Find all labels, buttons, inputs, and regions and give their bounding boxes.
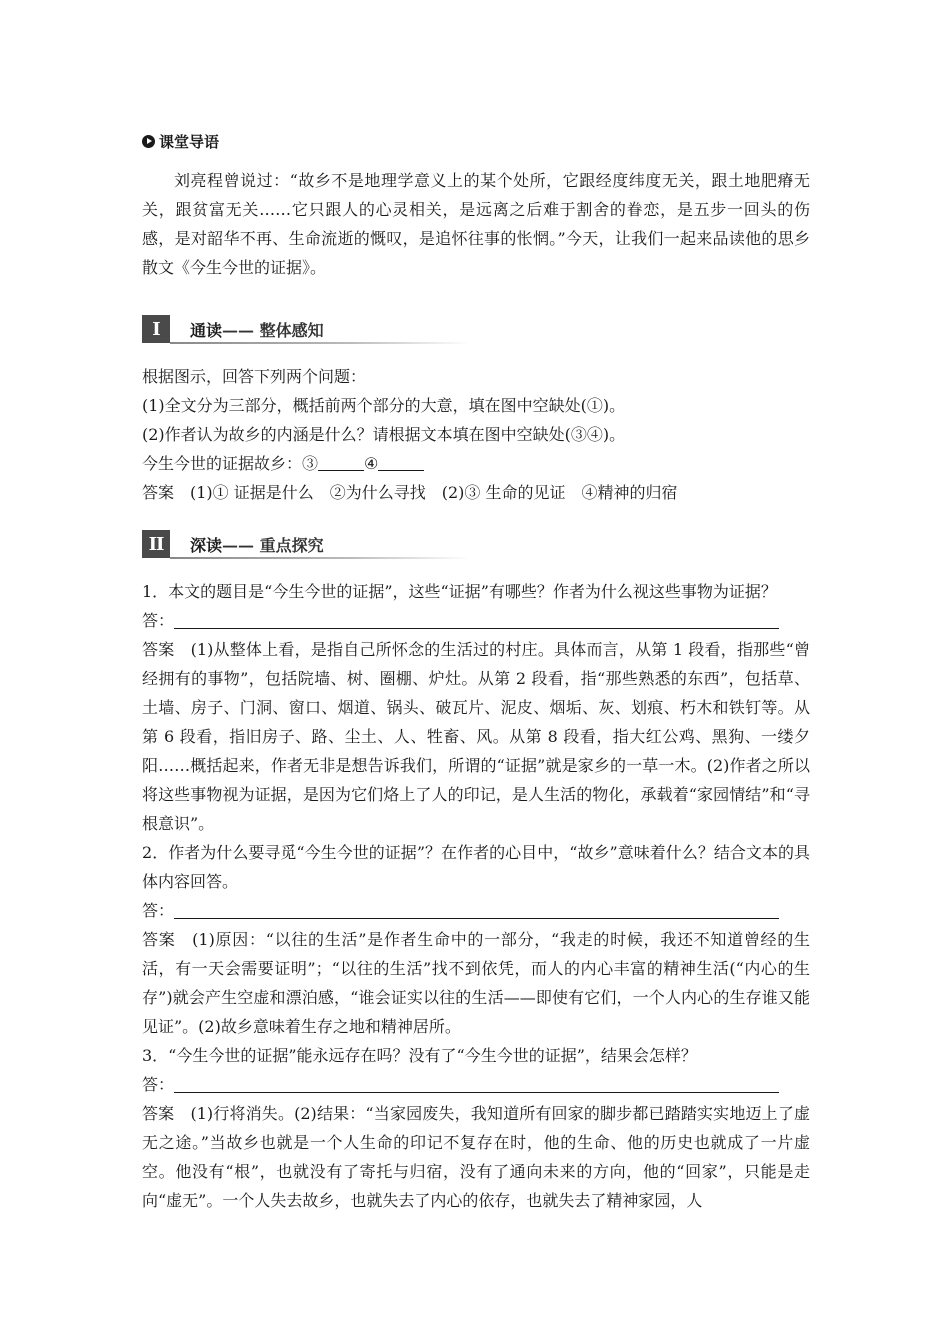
section1-header [142,314,810,344]
fill-prefix: 今生今世的证据故乡：③ [142,454,319,473]
fill-mid: ④ [364,454,379,473]
question-3: 3．“今生今世的证据”能永远存在吗？没有了“今生今世的证据”，结果会怎样？ [142,1046,697,1065]
section1-line: 根据图示，回答下列两个问题： [142,367,367,386]
answer-input-line[interactable] [174,898,779,919]
section1-line: (2)作者认为故乡的内涵是什么？请根据文本填在图中空缺处(③④)。 [142,425,626,444]
answer-label: 答： [142,901,175,920]
answer-line-row [142,606,810,635]
section2-rule [170,557,470,559]
answer-label: 答： [142,1075,175,1094]
intro-heading [142,128,810,154]
section1-subtitle: —— 整体感知 [222,320,324,340]
section2-title: 深读 [190,535,223,555]
section1-title: 通读 [190,320,223,340]
intro-paragraph: 刘亮程曾说过：“故乡不是地理学意义上的某个处所，它跟经度纬度无关，跟土地肥瘠无关，跟贫富无关……它只跟人的心灵相关，是远离之后难于割舍的眷恋，是五步一回头的伤感，是对韶华不再、生命流逝的慨叹，是追怀往事的怅惘。”今天，让我们一起来品读他的思乡散文《今生今世的证据》。 [142,171,810,277]
section1-answer: 答案 (1)① 证据是什么 ②为什么寻找 (2)③ 生命的见证 ④精神的归宿 [142,483,678,502]
answer-line-row [142,1070,810,1099]
fill-blank-4[interactable] [378,452,424,471]
answer-2: 答案 (1)原因：“以往的生活”是作者生命中的一部分，“我走的时候，我还不知道曾经的生活，有一天会需要证明”；“以往的生活”找不到依凭，而人的内心丰富的精神生活(“内心的生存”)就会产生空虚和漂泊感，“谁会证实以往的生活——即使有它们，一个人内心的生存谁又能见证”。(2)故乡意味着生存之地和精神居所。 [142,930,810,1036]
section2-subtitle: —— 重点探究 [222,535,324,555]
intro-heading-text: 课堂导语 [159,132,220,151]
section1-numeral: I [142,315,170,343]
question-2: 2．作者为什么要寻觅“今生今世的证据”？在作者的心目中，“故乡”意味着什么？结合文本的具体内容回答。 [142,843,810,891]
document-page [142,128,810,1215]
section1-body [142,362,810,507]
answer-input-line[interactable] [174,1072,779,1093]
section2-header [142,529,810,559]
answer-1: 答案 (1)从整体上看，是指自己所怀念的生活过的村庄。具体而言，从第 1 段看，指那些“曾经拥有的事物”，包括院墙、树、圈棚、炉灶。从第 2 段看，指“那些熟悉的东西”，包括草、土墙、房子、门洞、窗口、烟道、锅头、破瓦片、泥皮、烟垢、灰、划痕、朽木和铁钉等。从第 6 段看，指旧房子、路、尘土、人、牲畜、风。从第 8 段看，指大红公鸡、黑狗、一缕夕阳……概括起来，作者无非是想告诉我们，所谓的“证据”就是家乡的一草一木。(2)作者之所以将这些事物视为证据，是因为它们烙上了人的印记，是人生活的物化，承载着“家园情结”和“寻根意识”。 [142,640,810,833]
section2-numeral: II [142,530,170,558]
section1-line: (1)全文分为三部分，概括前两个部分的大意，填在图中空缺处(①)。 [142,396,626,415]
play-circle-icon [142,135,155,148]
answer-3: 答案 (1)行将消失。(2)结果：“当家园废失，我知道所有回家的脚步都已踏踏实实地迈上了虚无之途。”当故乡也就是一个人生命的印记不复存在时，他的生命、他的历史也就成了一片虚空。他没有“根”，也就没有了寄托与归宿，没有了通向未来的方向，他的“回家”，只能是走向“虚无”。一个人失去故乡，也就失去了内心的依存，也就失去了精神家园，人 [142,1104,810,1210]
answer-line-row [142,896,810,925]
section1-fill-line [142,449,810,478]
answer-input-line[interactable] [174,608,779,629]
section1-rule [170,342,470,344]
section2-body [142,577,810,1215]
question-1: 1．本文的题目是“今生今世的证据”，这些“证据”有哪些？作者为什么视这些事物为证据？ [142,582,777,601]
answer-label: 答： [142,611,175,630]
fill-blank-3[interactable] [318,452,364,471]
